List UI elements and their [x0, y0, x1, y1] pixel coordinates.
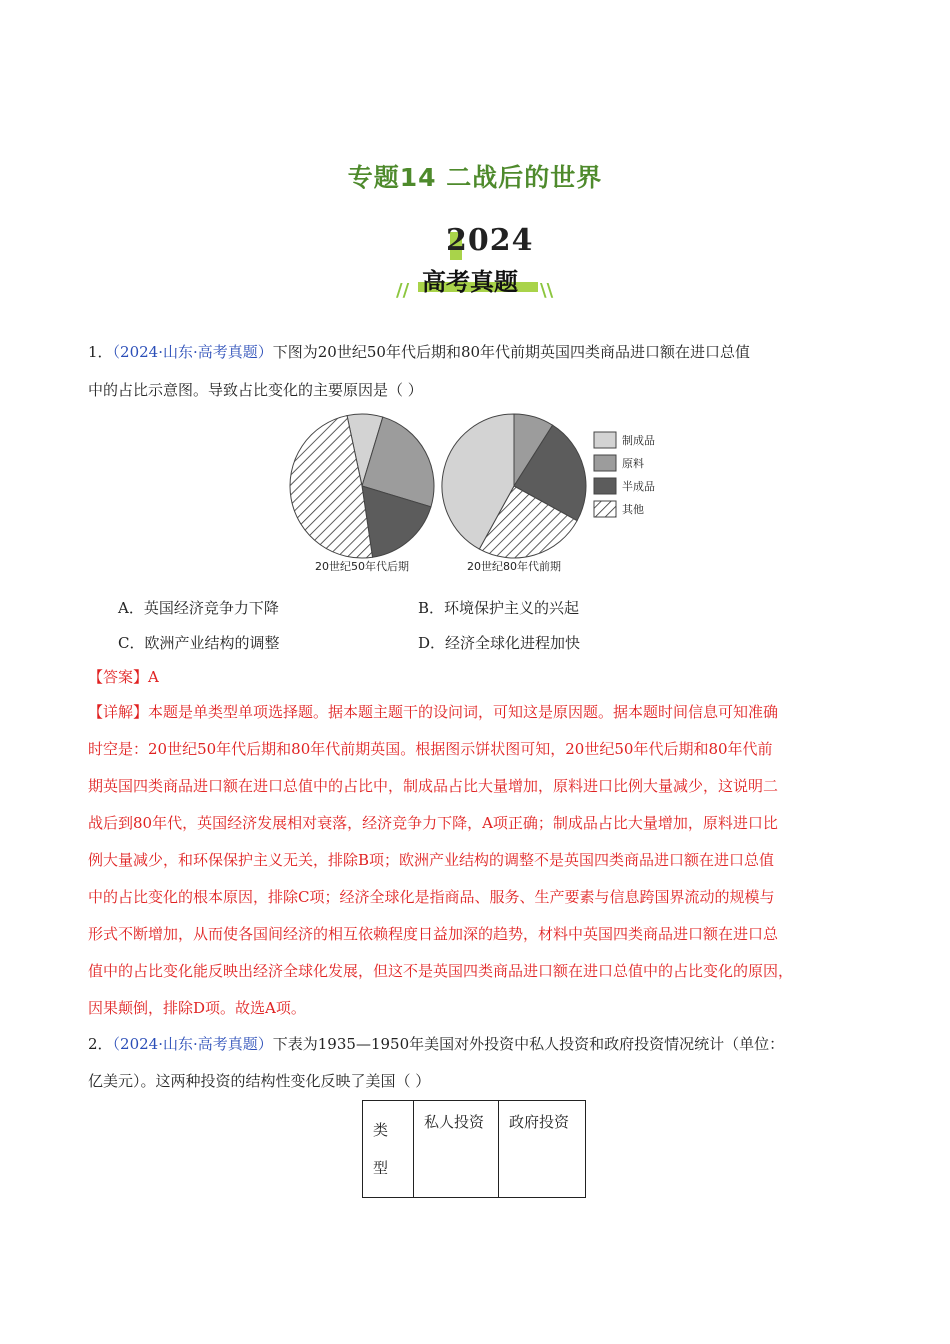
legend-swatch-3	[594, 478, 616, 494]
q1-option-d[interactable]: D．经济全球化进程加快	[418, 634, 581, 652]
legend-label-3: 半成品	[622, 480, 655, 493]
badge-slash-left-icon: //	[396, 280, 410, 301]
table-header-type-top: 类	[373, 1121, 389, 1139]
q1-explanation-line: 值中的占比变化能反映出经济全球化发展，但这不是英国四类商品进口额在进口总值中的占比变化的原因，	[88, 962, 794, 980]
table-header-type	[363, 1101, 414, 1198]
investment-table	[362, 1100, 586, 1198]
table-header-government: 政府投资	[499, 1101, 586, 1198]
legend-label-4: 其他	[622, 503, 644, 516]
q2-stem-line1	[88, 1034, 784, 1054]
badge-label: 高考真题	[422, 268, 518, 296]
table-header-row	[363, 1101, 586, 1198]
legend-label-1: 制成品	[622, 434, 655, 447]
pie-chart-figure	[284, 402, 670, 580]
page-title: 专题14 二战后的世界	[347, 163, 603, 192]
q1-explanation-line: 期英国四类商品进口额在进口总值中的占比中，制成品占比大量增加，原料进口比例大量减少，这说明二	[88, 777, 779, 795]
q1-explanation-line: 形式不断增加，从而使各国间经济的相互依赖程度日益加深的趋势，材料中英国四类商品进口额在进口总	[88, 925, 779, 943]
q1-stem-text: 下图为20世纪50年代后期和80年代前期英国四类商品进口额在进口总值	[272, 343, 751, 361]
legend-swatch-2	[594, 455, 616, 471]
q1-explanation-line: 战后到80年代，英国经济发展相对衰落，经济竞争力下降，A项正确；制成品占比大量增加，原料进口比	[88, 814, 778, 832]
q1-explanation-line: 例大量减少，和环保保护主义无关，排除B项；欧洲产业结构的调整不是英国四类商品进口额在进口总值	[88, 851, 775, 869]
q2-source: （2024·山东·高考真题）	[112, 1035, 273, 1053]
q1-number: 1．	[88, 343, 113, 361]
legend-swatch-4	[594, 501, 616, 517]
q1-explanation-line: 因果颠倒，排除D项。故选A项。	[88, 999, 306, 1017]
q1-explanation-line: 中的占比变化的根本原因，排除C项；经济全球化是指商品、服务、生产要素与信息跨国界流动的规模与	[88, 888, 775, 906]
q1-source: （2024·山东·高考真题）	[112, 343, 273, 361]
legend-label-2: 原料	[622, 457, 644, 470]
q1-stem-line1	[88, 342, 750, 362]
q2-stem-text: 下表为1935—1950年美国对外投资中私人投资和政府投资情况统计（单位：	[272, 1035, 785, 1053]
pie-caption-2: 20世纪80年代前期	[467, 560, 561, 573]
table-header-type-bottom: 型	[373, 1159, 389, 1177]
q2-stem-line2: 亿美元）。这两种投资的结构性变化反映了美国（ ）	[88, 1072, 431, 1090]
table-header-private: 私人投资	[414, 1101, 499, 1198]
q1-option-c[interactable]: C．欧洲产业结构的调整	[118, 634, 280, 652]
q1-option-b[interactable]: B．环境保护主义的兴起	[418, 599, 580, 617]
q2-number: 2．	[88, 1035, 113, 1053]
q1-explanation-line: 【详解】本题是单类型单项选择题。据本题主题干的设问词，可知这是原因题。据本题时间信息可知准确	[88, 703, 779, 721]
q1-option-a[interactable]: A．英国经济竞争力下降	[118, 599, 279, 617]
q1-explanation-line: 时空是：20世纪50年代后期和80年代前期英国。根据图示饼状图可知，20世纪50年代后期和80年代前	[88, 740, 773, 758]
pie-chart-svg	[284, 402, 670, 580]
pie-caption-1: 20世纪50年代后期	[315, 560, 409, 573]
q1-stem-line2: 中的占比示意图。导致占比变化的主要原因是（ ）	[88, 381, 423, 399]
badge-year: 2024	[446, 223, 534, 258]
legend-swatch-1	[594, 432, 616, 448]
exam-badge	[388, 222, 568, 302]
badge-slash-right-icon: \\	[540, 280, 554, 301]
q1-answer: 【答案】A	[88, 668, 159, 686]
